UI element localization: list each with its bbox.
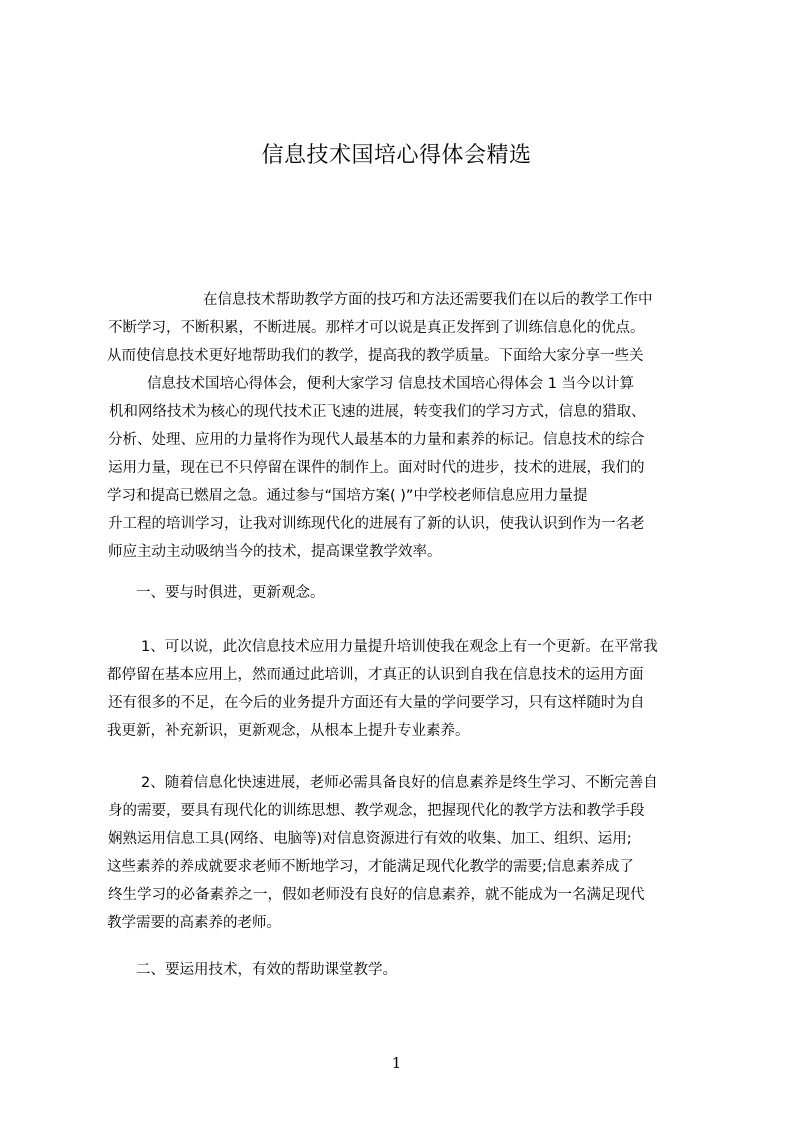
intro-line-6: 分析、处理、应用的力量将作为现代人最基本的力量和素养的标记。信息技术的综合 bbox=[108, 432, 645, 448]
para2-line-6: 教学需要的高素养的老师。 bbox=[107, 915, 281, 931]
para2-line-2: 身的需要，要具有现代化的训练思想、教学观念，把握现代化的教学方法和教学手段 bbox=[108, 803, 645, 819]
intro-line-5: 机和网络技术为核心的现代技术正飞速的进展，转变我们的学习方式，信息的猎取、 bbox=[109, 404, 646, 420]
document-title: 信息技术国培心得体会精选 bbox=[261, 143, 532, 168]
section-heading-1: 一、要与时俱进，更新观念。 bbox=[136, 585, 325, 601]
intro-line-9: 升工程的培训学习，让我对训练现代化的进展有了新的认识，使我认识到作为一名老 bbox=[108, 516, 645, 532]
para1-line-4: 我更新，补充新识，更新观念，从根本上提升专业素养。 bbox=[107, 723, 470, 739]
para2-line-1: 2、随着信息化快速进展，老师必需具备良好的信息素养是终生学习、不断完善自 bbox=[141, 775, 658, 791]
para2-line-3: 娴熟运用信息工具(网络、电脑等)对信息资源进行有效的收集、加工、组织、运用; bbox=[108, 831, 632, 847]
intro-line-8: 学习和提高已燃眉之急。通过参与“国培方案( )”中学校老师信息应用力量提 bbox=[107, 488, 588, 504]
para1-line-2: 都停留在基本应用上，然而通过此培训，才真正的认识到自我在信息技术的运用方面 bbox=[107, 667, 644, 683]
para2-line-4: 这些素养的养成就要求老师不断地学习，才能满足现代化教学的需要;信息素养成了 bbox=[107, 859, 634, 875]
para2-line-5: 终生学习的必备素养之一，假如老师没有良好的信息素养，就不能成为一名满足现代 bbox=[108, 887, 645, 903]
para1-line-3: 还有很多的不足，在今后的业务提升方面还有大量的学问要学习，只有这样随时为自 bbox=[108, 695, 645, 711]
intro-line-7: 运用力量，现在已不只停留在课件的制作上。面对时代的进步，技术的进展，我们的 bbox=[108, 460, 645, 476]
intro-line-4: 信息技术国培心得体会，便利大家学习 信息技术国培心得体会 1 当今以计算 bbox=[147, 376, 635, 392]
section-heading-2: 二、要运用技术，有效的帮助课堂教学。 bbox=[136, 962, 397, 978]
intro-line-3: 从而使信息技术更好地帮助我们的教学，提高我的教学质量。下面给大家分享一些关 bbox=[107, 348, 644, 364]
intro-line-1: 在信息技术帮助教学方面的技巧和方法还需要我们在以后的教学工作中 bbox=[203, 292, 653, 308]
para1-line-1: 1、可以说，此次信息技术应用力量提升培训使我在观念上有一个更新。在平常我 bbox=[141, 639, 658, 655]
intro-line-10: 师应主动主动吸纳当今的技术，提高课堂教学效率。 bbox=[108, 544, 442, 560]
intro-line-2: 不断学习，不断积累，不断进展。那样才可以说是真正发挥到了训练信息化的优点。 bbox=[108, 320, 645, 336]
page-number: 1 bbox=[391, 1054, 402, 1072]
